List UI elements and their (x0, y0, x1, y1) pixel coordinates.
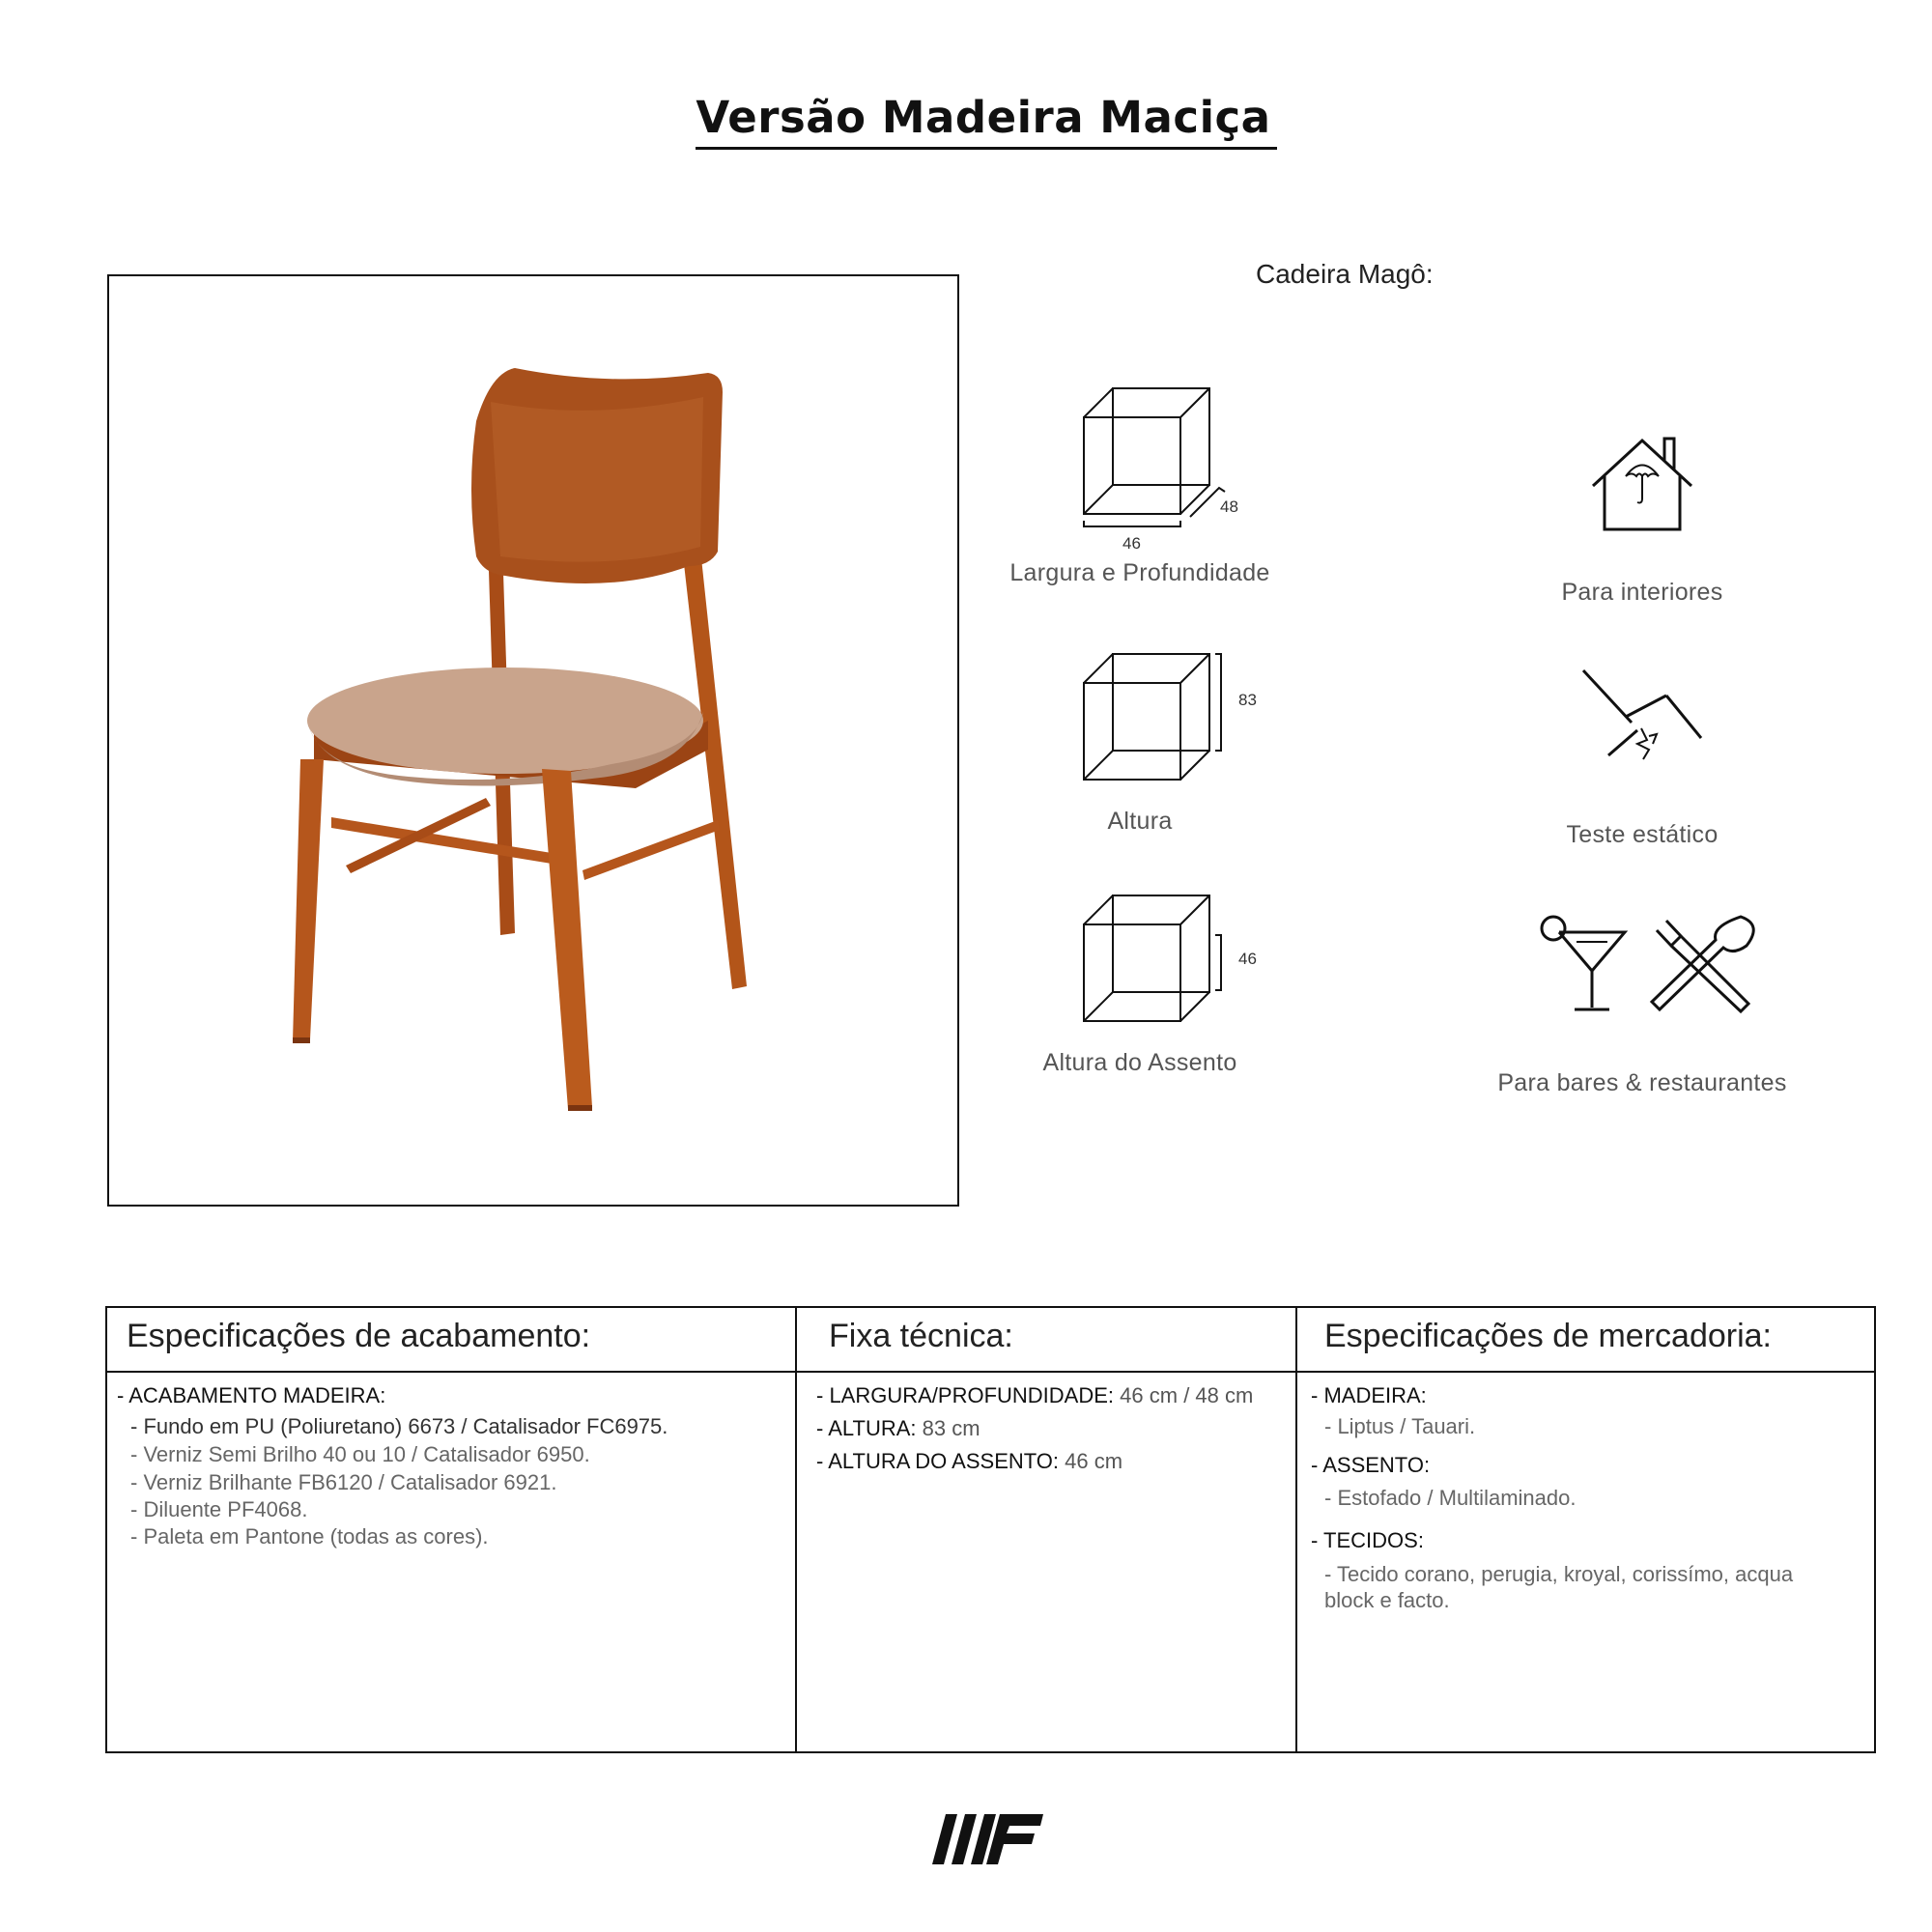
cube-width-depth-icon (1082, 382, 1236, 551)
tech-value: 46 cm / 48 cm (1120, 1383, 1254, 1407)
cube-seat-height-icon (1082, 889, 1236, 1034)
technical-header: Fixa técnica: (829, 1318, 1013, 1354)
cocktail-cutlery-icon (1536, 913, 1768, 1014)
merch-value-assento: - Estofado / Multilaminado. (1324, 1486, 1577, 1510)
merch-key-tecidos: - TECIDOS: (1311, 1528, 1424, 1552)
dim-height-label: Altura (1107, 808, 1173, 835)
dim-seat-height-value: 46 (1238, 950, 1257, 968)
finishing-item: - Diluente PF4068. (130, 1497, 308, 1521)
dim-width-value: 46 (1122, 534, 1141, 553)
tech-key: - LARGURA/PROFUNDIDADE: (816, 1383, 1115, 1407)
feature-label-teste: Teste estático (1566, 821, 1719, 848)
column-divider (1295, 1308, 1297, 1751)
finishing-item: - Fundo em PU (Poliuretano) 6673 / Catalisador FC6975. (130, 1414, 668, 1438)
product-photo-frame (107, 274, 959, 1207)
merch-value-tecidos: - Tecido corano, perugia, kroyal, corissímo, acqua (1324, 1562, 1794, 1586)
tech-value: 83 cm (922, 1416, 980, 1440)
table-header-divider (107, 1371, 1874, 1373)
merch-key-assento: - ASSENTO: (1311, 1453, 1431, 1477)
feature-label-interiores: Para interiores (1561, 579, 1723, 606)
chair-illustration (109, 276, 957, 1205)
dim-height-value: 83 (1238, 691, 1257, 709)
product-name: Cadeira Magô: (1256, 259, 1434, 289)
tech-row-height (816, 1416, 980, 1441)
dim-seat-height-label: Altura do Assento (1042, 1049, 1237, 1076)
specs-table (105, 1306, 1876, 1753)
dim-width-depth-label: Largura e Profundidade (1009, 559, 1270, 586)
tech-row-seat-height (816, 1449, 1122, 1474)
finishing-item: - Paleta em Pantone (todas as cores). (130, 1524, 489, 1548)
tech-value: 46 cm (1065, 1449, 1123, 1473)
tech-key: - ALTURA: (816, 1416, 917, 1440)
tech-key: - ALTURA DO ASSENTO: (816, 1449, 1060, 1473)
feature-label-bares: Para bares & restaurantes (1497, 1069, 1787, 1096)
house-umbrella-icon (1589, 433, 1695, 534)
static-test-icon (1579, 667, 1705, 768)
merch-value-tecidos-cont: block e facto. (1324, 1588, 1450, 1612)
tech-row-width-depth (816, 1383, 1253, 1408)
finishing-header: Especificações de acabamento: (127, 1318, 591, 1354)
finishing-item: - Verniz Semi Brilho 40 ou 10 / Catalisador 6950. (130, 1442, 590, 1466)
cube-height-icon (1082, 647, 1236, 792)
brand-logo (932, 1814, 1043, 1864)
finishing-item: - Verniz Brilhante FB6120 / Catalisador 6921. (130, 1470, 557, 1494)
page-title: Versão Madeira Maciça (0, 92, 1932, 143)
dim-depth-value: 48 (1220, 497, 1238, 516)
column-divider (795, 1308, 797, 1751)
merchandise-header: Especificações de mercadoria: (1324, 1318, 1773, 1354)
merch-value-madeira: - Liptus / Tauari. (1324, 1414, 1476, 1438)
merch-key-madeira: - MADEIRA: (1311, 1383, 1427, 1407)
finishing-section: - ACABAMENTO MADEIRA: (117, 1383, 386, 1407)
